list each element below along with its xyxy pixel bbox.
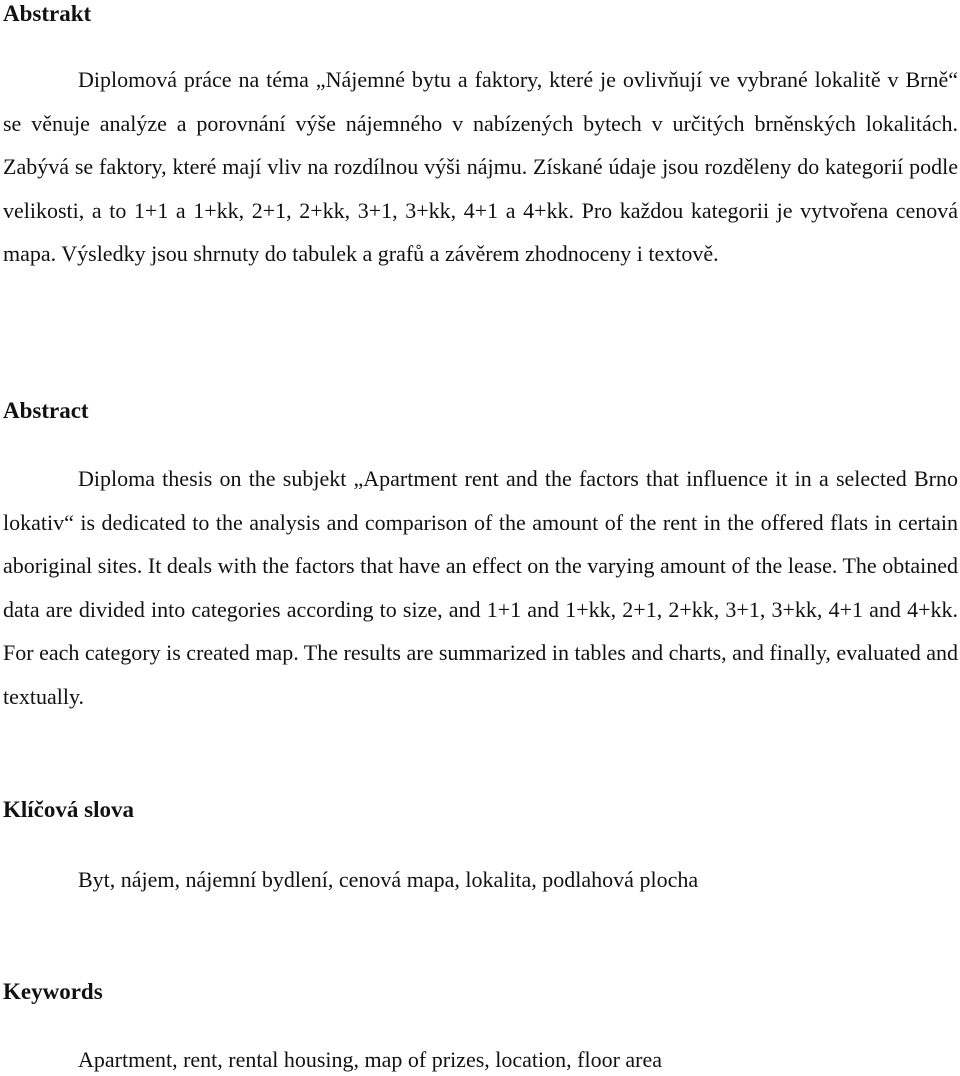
czech-keywords-text: Byt, nájem, nájemní bydlení, cenová mapa, lokalita, podlahová plocha xyxy=(78,867,699,892)
czech-keywords-heading: Klíčová slova xyxy=(3,797,134,822)
czech-abstract-text: Diplomová práce na téma „Nájemné bytu a faktory, které je ovlivňují ve vybrané lokalitě v Brně“ se věnuje analýze a porovnání výše nájemného v nabízených bytech v určitých brněnských lokalitách. Zabývá se faktory, které mají vliv na rozdílnou výši nájmu. Získané údaje jsou rozděleny do kategorií podle velikosti, a to 1+1 a 1+kk, 2+1, 2+kk, 3+1, 3+kk, 4+1 a 4+kk. Pro každou kategorii je vytvořena cenová mapa. Výsledky jsou shrnuty do tabulek a grafů a závěrem zhodnoceny i textově. xyxy=(3,67,958,266)
english-abstract-heading: Abstract xyxy=(3,398,89,423)
english-keywords-heading: Keywords xyxy=(3,979,103,1004)
english-keywords-text: Apartment, rent, rental housing, map of prizes, location, floor area xyxy=(78,1047,663,1072)
english-abstract-text: Diploma thesis on the subjekt „Apartment rent and the factors that influence it in a selected Brno lokativ“ is dedicated to the analysis and comparison of the amount of the rent in the offered flats in certain aboriginal sites. It deals with the factors that have an effect on the varying amount of the lease. The obtained data are divided into categories according to size, and 1+1 and 1+kk, 2+1, 2+kk, 3+1, 3+kk, 4+1 and 4+kk. For each category is created map. The results are summarized in tables and charts, and finally, evaluated and textually. xyxy=(3,466,958,709)
czech-abstract-heading: Abstrakt xyxy=(3,1,92,26)
